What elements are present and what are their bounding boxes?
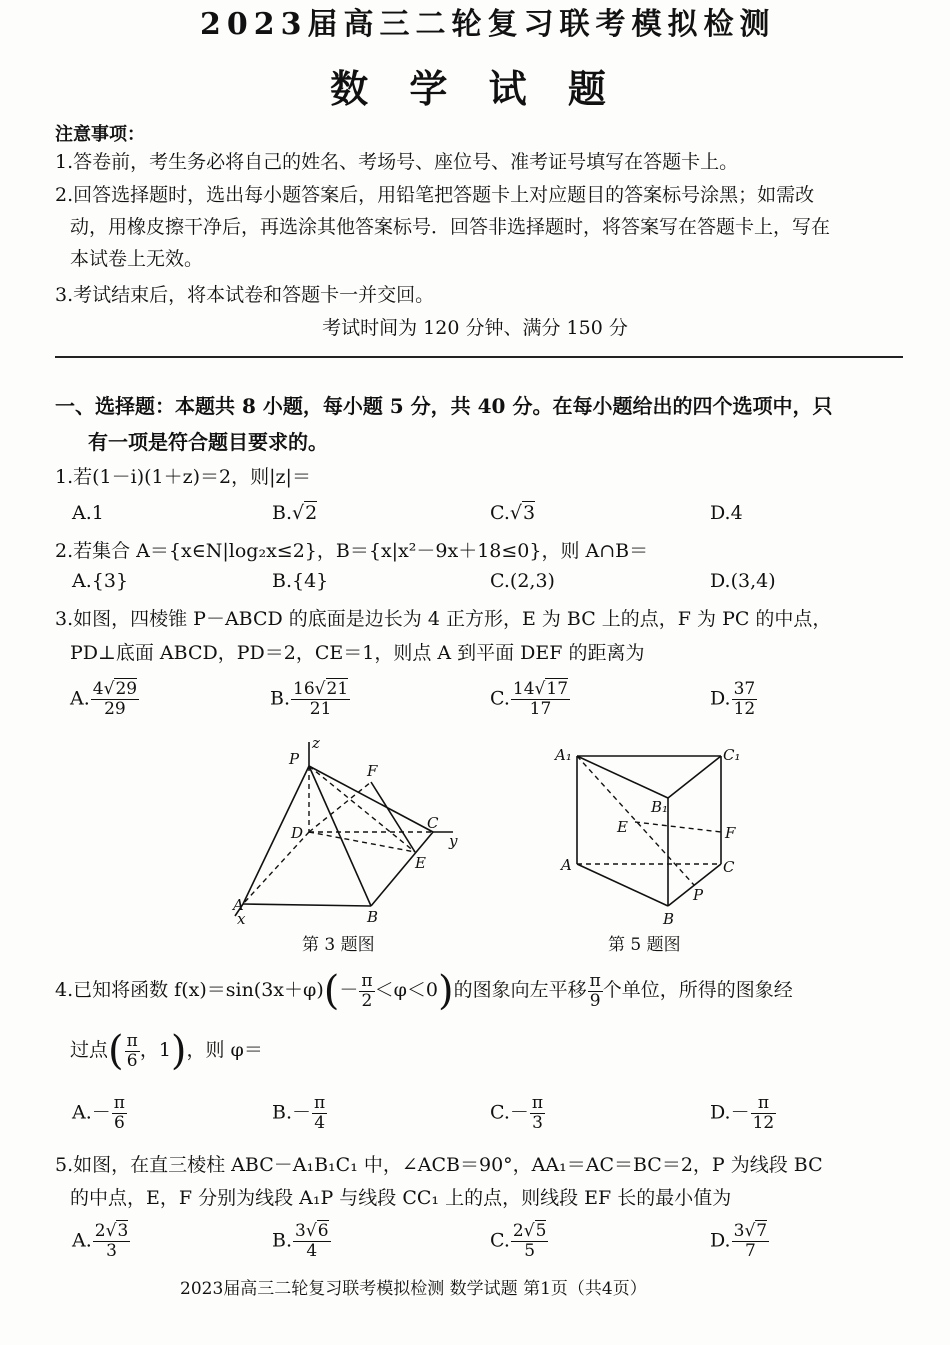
section-heading-line-2: 有一项是符合题目要求的。: [88, 430, 328, 454]
q4-stem-line-2: 过点( $\frac{\pi}{6}$ ，1)，则 φ＝: [70, 1028, 263, 1074]
notice-item-2-line-1: 2.回答选择题时，选出每小题答案后，用铅笔把答题卡上对应题目的答案标号涂黑；如需改: [55, 184, 815, 206]
q3-stem-line-1: 3.如图，四棱锥 P－ABCD 的底面是边长为 4 正方形，E 为 BC 上的点，F 为 PC 的中点，: [55, 608, 832, 630]
q1-option-c: C.√3: [490, 502, 536, 524]
q5-option-d: D. $\frac{3√7}{7}$: [710, 1221, 768, 1261]
notice-item-2-line-3: 本试卷上无效。: [70, 248, 204, 270]
q5-option-b: B. $\frac{3√6}{4}$: [272, 1221, 329, 1261]
q3-option-a: A. $\frac{4√29}{29}$: [70, 679, 138, 719]
fig3-edge-PB: [309, 766, 371, 906]
figure-5-caption: 第 5 题图: [608, 935, 681, 955]
notice-item-1: 1.答卷前，考生务必将自己的姓名、考场号、座位号、准考证号填写在答题卡上。: [55, 151, 739, 173]
q1-option-b: B.√2: [272, 502, 318, 524]
q5-stem-line-1: 5.如图，在直三棱柱 ABC－A₁B₁C₁ 中，∠ACB＝90°，AA₁＝AC＝BC＝2，P 为线段 BC: [55, 1154, 823, 1176]
q2-option-d: D.(3,4): [710, 570, 776, 592]
fig3-edge-PE: [309, 766, 415, 852]
q5-stem-line-2: 的中点，E，F 分别为线段 A₁P 与线段 CC₁ 上的点，则线段 EF 长的最小值为: [70, 1187, 732, 1209]
fig3-label-C: C: [427, 814, 439, 832]
fig3-label-A: A: [233, 896, 244, 914]
page-title: 数 学 试 题: [330, 66, 620, 111]
fig5-label-E: E: [617, 818, 628, 836]
fig3-edge-DF: [309, 782, 371, 832]
fig5-edge-AB: [577, 864, 668, 906]
q3-stem-line-2: PD⊥底面 ABCD，PD＝2，CE＝1，则点 A 到平面 DEF 的距离为: [70, 642, 645, 664]
fig5-edge-EF: [635, 822, 721, 832]
q5-option-c: C. $\frac{2√5}{5}$: [490, 1221, 547, 1261]
fig3-label-D: D: [291, 824, 304, 842]
fig5-label-B1: B₁: [651, 798, 669, 816]
cropped-footer: 2023届高三二轮复习联考模拟检测 数学试题 第1页（共4页）: [180, 1279, 647, 1299]
divider: [55, 356, 903, 358]
fig5-label-F: F: [725, 824, 736, 842]
q1-stem: 1.若(1－i)(1＋z)＝2，则|z|＝: [55, 466, 311, 488]
q1-option-d: D.4: [710, 502, 743, 524]
fig3-edge-AB: [243, 904, 371, 906]
q2-option-c: C.(2,3): [490, 570, 555, 592]
q2-stem: 2.若集合 A＝{x∈N|log₂x≤2}，B＝{x|x²－9x＋18≤0}，则 A∩B＝: [55, 540, 649, 562]
fig5-label-C1: C₁: [723, 746, 741, 764]
fig3-label-y: y: [449, 832, 458, 850]
exam-time: 考试时间为 120 分钟、满分 150 分: [322, 317, 628, 339]
q4-option-d: D.－ $\frac{\pi}{12}$: [710, 1093, 775, 1133]
q3-option-d: D. $\frac{37}{12}$: [710, 679, 756, 719]
fig5-label-A: A: [561, 856, 572, 874]
fig3-edge-FE: [371, 782, 415, 852]
fig3-label-B: B: [367, 908, 379, 926]
q5-option-a: A. $\frac{2√3}{3}$: [72, 1221, 129, 1261]
fig5-edge-B1C1: [668, 756, 721, 798]
q2-option-b: B.{4}: [272, 570, 329, 592]
fig3-label-z: z: [312, 734, 320, 752]
q3-option-b: B. $\frac{16√21}{21}$: [270, 679, 349, 719]
section-heading-line-1: 一、选择题：本题共 8 小题，每小题 5 分，共 40 分。在每小题给出的四个选项中，只: [55, 394, 833, 418]
fig5-label-C: C: [723, 858, 735, 876]
q1-option-a: A.1: [72, 502, 104, 524]
fig5-label-P: P: [693, 886, 704, 904]
figure-3-pyramid: [225, 736, 475, 926]
figure-5-prism: [555, 740, 755, 930]
cropped-top-header: 2023届高三二轮复习联考模拟检测: [200, 7, 776, 42]
fig3-label-P: P: [289, 750, 300, 768]
fig3-label-F: F: [367, 762, 378, 780]
notice-heading: 注意事项：: [55, 124, 145, 145]
fig5-edge-A1P: [577, 756, 694, 885]
q4-option-a: A.－ $\frac{\pi}{6}$: [72, 1093, 125, 1133]
notice-item-3: 3.考试结束后，将本试卷和答题卡一并交回。: [55, 284, 435, 306]
q2-option-a: A.{3}: [72, 570, 129, 592]
q4-option-b: B.－ $\frac{\pi}{4}$: [272, 1093, 326, 1133]
fig3-label-E: E: [415, 854, 426, 872]
q3-option-c: C. $\frac{14√17}{17}$: [490, 679, 569, 719]
notice-item-2-line-2: 动，用橡皮擦干净后，再选涂其他答案标号．回答非选择题时，将答案写在答题卡上，写在: [70, 216, 831, 238]
q4-stem-line-1: 4.已知将函数 f(x)＝sin(3x＋φ)(－ $\frac{\pi}{2}$ ＜φ＜0)的图象向左平移 $\frac{\pi}{9}$ 个单位，所得的图象经: [55, 968, 793, 1014]
fig3-label-x: x: [237, 910, 246, 928]
fig3-edge-DA: [243, 832, 309, 904]
fig5-edge-A1B1: [577, 756, 668, 798]
fig5-label-A1: A₁: [555, 746, 572, 764]
fig5-label-B: B: [663, 910, 675, 928]
figure-3-caption: 第 3 题图: [302, 935, 375, 955]
q4-option-c: C.－ $\frac{\pi}{3}$: [490, 1093, 544, 1133]
fig3-edge-DE: [309, 832, 415, 852]
